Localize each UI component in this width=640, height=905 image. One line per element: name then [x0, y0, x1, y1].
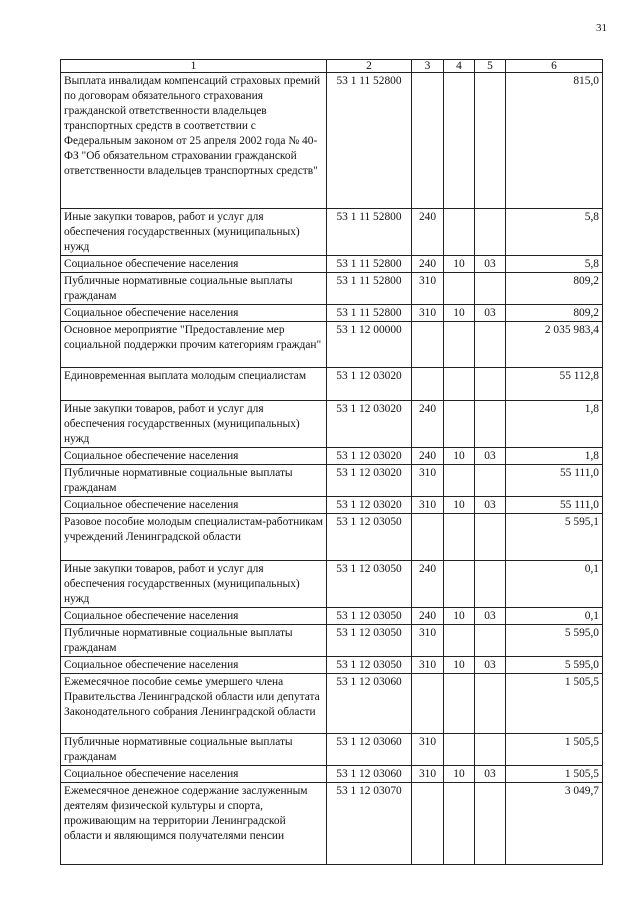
expense-type-cell: 310 [412, 734, 444, 766]
table-row [61, 625, 603, 657]
subsection-cell: 03 [475, 448, 506, 465]
row-name-cell: Социальное обеспечение населения [61, 657, 327, 674]
expense-type-cell [412, 783, 444, 865]
expense-type-cell [412, 674, 444, 734]
section-cell [444, 674, 475, 734]
row-name-cell: Социальное обеспечение населения [61, 448, 327, 465]
row-name-cell: Иные закупки товаров, работ и услуг для обеспечения государственных (муниципальных) нужд [61, 401, 327, 448]
amount-cell: 3 049,7 [506, 783, 603, 865]
subsection-cell [475, 322, 506, 368]
target-code-cell: 53 1 12 03060 [327, 674, 412, 734]
table-row [61, 783, 603, 865]
subsection-cell: 03 [475, 608, 506, 625]
expense-type-cell [412, 368, 444, 401]
row-name-cell: Социальное обеспечение населения [61, 305, 327, 322]
amount-cell: 1 505,5 [506, 734, 603, 766]
section-cell [444, 73, 475, 209]
table-row [61, 322, 603, 368]
row-name-cell: Разовое пособие молодым специалистам-работникам учреждений Ленинградской области [61, 514, 327, 561]
column-header: 1 [61, 60, 327, 73]
row-name-cell: Единовременная выплата молодым специалистам [61, 368, 327, 401]
amount-cell: 1 505,5 [506, 766, 603, 783]
section-cell [444, 465, 475, 497]
section-cell: 10 [444, 256, 475, 273]
amount-cell: 55 112,8 [506, 368, 603, 401]
section-cell [444, 209, 475, 256]
amount-cell: 5 595,0 [506, 657, 603, 674]
expense-type-cell: 240 [412, 401, 444, 448]
row-name-cell: Публичные нормативные социальные выплаты гражданам [61, 734, 327, 766]
row-name-cell: Социальное обеспечение населения [61, 766, 327, 783]
subsection-cell: 03 [475, 657, 506, 674]
amount-cell: 809,2 [506, 273, 603, 305]
column-header: 5 [475, 60, 506, 73]
section-cell [444, 783, 475, 865]
section-cell: 10 [444, 608, 475, 625]
expense-type-cell: 240 [412, 561, 444, 608]
row-name-cell: Публичные нормативные социальные выплаты гражданам [61, 273, 327, 305]
expense-type-cell [412, 73, 444, 209]
amount-cell: 55 111,0 [506, 497, 603, 514]
expense-type-cell: 310 [412, 625, 444, 657]
subsection-cell [475, 209, 506, 256]
amount-cell: 815,0 [506, 73, 603, 209]
amount-cell: 1,8 [506, 401, 603, 448]
table-row [61, 368, 603, 401]
target-code-cell: 53 1 12 03020 [327, 401, 412, 448]
row-name-cell: Публичные нормативные социальные выплаты гражданам [61, 625, 327, 657]
expense-type-cell: 310 [412, 497, 444, 514]
table-row [61, 209, 603, 256]
column-header: 6 [506, 60, 603, 73]
table-row [61, 766, 603, 783]
amount-cell: 809,2 [506, 305, 603, 322]
table-row [61, 273, 603, 305]
section-cell [444, 401, 475, 448]
row-name-cell: Ежемесячное денежное содержание заслуженным деятелям физической культуры и спорта, проживающим на территории Ленинградской области и являющимся получателями пенсии [61, 783, 327, 865]
table-row [61, 448, 603, 465]
target-code-cell: 53 1 12 03050 [327, 608, 412, 625]
row-name-cell: Ежемесячное пособие семье умершего члена Правительства Ленинградской области или депутата Законодательного собрания Ленинградской области [61, 674, 327, 734]
target-code-cell: 53 1 11 52800 [327, 209, 412, 256]
target-code-cell: 53 1 12 03020 [327, 448, 412, 465]
target-code-cell: 53 1 12 00000 [327, 322, 412, 368]
target-code-cell: 53 1 12 03050 [327, 561, 412, 608]
target-code-cell: 53 1 12 03020 [327, 465, 412, 497]
amount-cell: 0,1 [506, 608, 603, 625]
section-cell [444, 514, 475, 561]
table-row [61, 73, 603, 209]
target-code-cell: 53 1 12 03050 [327, 657, 412, 674]
target-code-cell: 53 1 12 03060 [327, 766, 412, 783]
target-code-cell: 53 1 12 03060 [327, 734, 412, 766]
subsection-cell [475, 734, 506, 766]
expense-type-cell: 310 [412, 273, 444, 305]
expense-type-cell [412, 322, 444, 368]
subsection-cell: 03 [475, 766, 506, 783]
amount-cell: 2 035 983,4 [506, 322, 603, 368]
column-header: 4 [444, 60, 475, 73]
section-cell [444, 273, 475, 305]
row-name-cell: Социальное обеспечение населения [61, 256, 327, 273]
subsection-cell [475, 73, 506, 209]
target-code-cell: 53 1 11 52800 [327, 256, 412, 273]
subsection-cell [475, 368, 506, 401]
section-cell [444, 368, 475, 401]
row-name-cell: Социальное обеспечение населения [61, 497, 327, 514]
expense-type-cell: 310 [412, 657, 444, 674]
header-row [61, 60, 603, 73]
column-header: 3 [412, 60, 444, 73]
subsection-cell [475, 783, 506, 865]
target-code-cell: 53 1 12 03020 [327, 497, 412, 514]
target-code-cell: 53 1 11 52800 [327, 73, 412, 209]
column-header: 2 [327, 60, 412, 73]
section-cell [444, 561, 475, 608]
section-cell: 10 [444, 657, 475, 674]
target-code-cell: 53 1 12 03070 [327, 783, 412, 865]
expense-type-cell: 240 [412, 256, 444, 273]
table-row [61, 465, 603, 497]
row-name-cell: Иные закупки товаров, работ и услуг для обеспечения государственных (муниципальных) нужд [61, 561, 327, 608]
subsection-cell [475, 401, 506, 448]
target-code-cell: 53 1 11 52800 [327, 305, 412, 322]
expense-type-cell: 240 [412, 608, 444, 625]
section-cell: 10 [444, 448, 475, 465]
expense-type-cell: 310 [412, 766, 444, 783]
subsection-cell [475, 273, 506, 305]
subsection-cell [475, 674, 506, 734]
amount-cell: 5 595,0 [506, 625, 603, 657]
section-cell [444, 734, 475, 766]
row-name-cell: Иные закупки товаров, работ и услуг для обеспечения государственных (муниципальных) нужд [61, 209, 327, 256]
amount-cell: 1,8 [506, 448, 603, 465]
table-row [61, 561, 603, 608]
subsection-cell [475, 514, 506, 561]
page-number: 31 [596, 22, 607, 34]
table-row [61, 401, 603, 448]
section-cell: 10 [444, 766, 475, 783]
table-row [61, 734, 603, 766]
amount-cell: 5,8 [506, 256, 603, 273]
subsection-cell [475, 465, 506, 497]
amount-cell: 5,8 [506, 209, 603, 256]
table-row [61, 497, 603, 514]
target-code-cell: 53 1 12 03050 [327, 514, 412, 561]
expense-type-cell: 310 [412, 305, 444, 322]
budget-table [60, 59, 603, 865]
table-row [61, 305, 603, 322]
expense-type-cell: 240 [412, 448, 444, 465]
subsection-cell [475, 561, 506, 608]
table-row [61, 514, 603, 561]
row-name-cell: Социальное обеспечение населения [61, 608, 327, 625]
section-cell: 10 [444, 305, 475, 322]
table-row [61, 674, 603, 734]
expense-type-cell: 310 [412, 465, 444, 497]
amount-cell: 0,1 [506, 561, 603, 608]
subsection-cell: 03 [475, 305, 506, 322]
subsection-cell: 03 [475, 497, 506, 514]
target-code-cell: 53 1 11 52800 [327, 273, 412, 305]
table-row [61, 256, 603, 273]
row-name-cell: Публичные нормативные социальные выплаты гражданам [61, 465, 327, 497]
row-name-cell: Основное мероприятие "Предоставление мер социальной поддержки прочим категориям граждан" [61, 322, 327, 368]
target-code-cell: 53 1 12 03020 [327, 368, 412, 401]
subsection-cell [475, 625, 506, 657]
section-cell [444, 322, 475, 368]
subsection-cell: 03 [475, 256, 506, 273]
expense-type-cell: 240 [412, 209, 444, 256]
amount-cell: 55 111,0 [506, 465, 603, 497]
row-name-cell: Выплата инвалидам компенсаций страховых премий по договорам обязательного страхования гражданской ответственности владельцев транспортных средств в соответствии с Федеральным законом от 25 апреля 2002 года № 40-ФЗ "Об обязательном страховании гражданской ответственности владельцев транспортных средств" [61, 73, 327, 209]
target-code-cell: 53 1 12 03050 [327, 625, 412, 657]
section-cell [444, 625, 475, 657]
expense-type-cell [412, 514, 444, 561]
section-cell: 10 [444, 497, 475, 514]
table-row [61, 657, 603, 674]
amount-cell: 1 505,5 [506, 674, 603, 734]
table-row [61, 608, 603, 625]
amount-cell: 5 595,1 [506, 514, 603, 561]
